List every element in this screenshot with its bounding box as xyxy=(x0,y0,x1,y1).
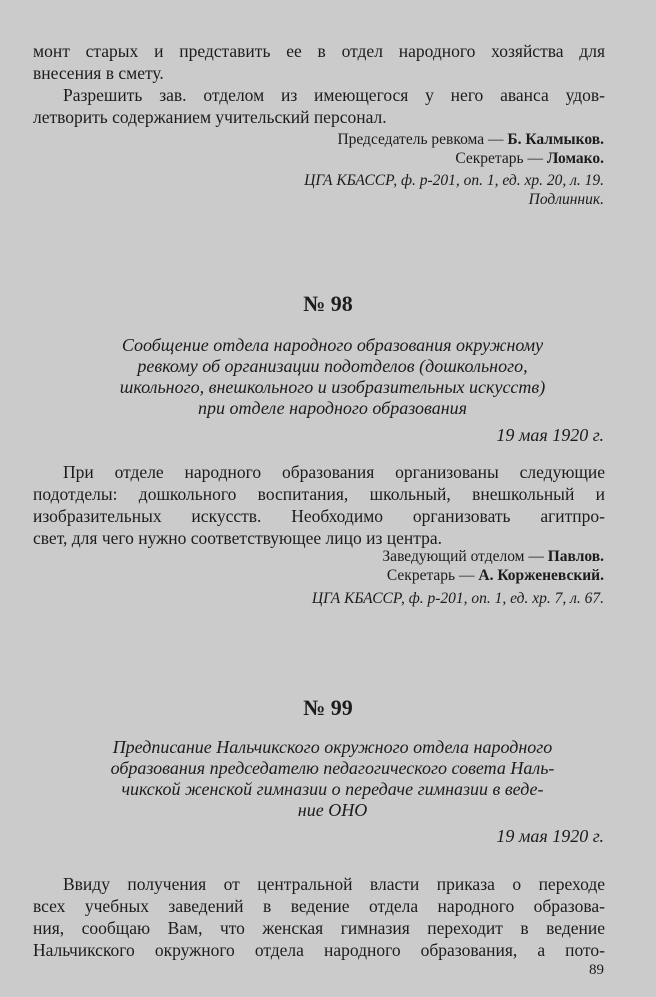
title-line: Сообщение отдела народного образования окружному xyxy=(121,335,544,355)
text-line: подотделы: дошкольного воспитания, школьный, внешкольный и xyxy=(33,484,605,504)
title-line: чикской женской гимназии о передаче гимназии в веде- xyxy=(121,779,544,799)
doc98-signature-1 xyxy=(382,547,604,566)
signature-role: Секретарь — xyxy=(386,567,475,584)
text-line: Ввиду получения от центральной власти приказа о переходе xyxy=(63,874,605,894)
text-line: Нальчикского окружного отдела народного образования, а пото- xyxy=(33,940,605,960)
text-line: свет, для чего нужно соответствующее лицо из центра. xyxy=(33,528,442,548)
title-line: образования председателю педагогического совета Наль- xyxy=(110,758,555,778)
text-line: ния, сообщаю Вам, что женская гимназия переходит в ведение xyxy=(33,918,605,938)
signature-role: Секретарь — xyxy=(455,150,543,167)
doc98-title xyxy=(60,335,605,419)
title-line: школьного, внешкольного и изобразительных искусств) xyxy=(119,377,546,397)
doc97-original-note: Подлинник. xyxy=(528,191,604,208)
text-line: всех учебных заведений в ведение отдела народного образова- xyxy=(33,896,605,916)
doc98-body xyxy=(33,461,605,549)
signature-name: А. Корженевский. xyxy=(478,567,604,584)
doc97-archive-reference: ЦГА КБАССР, ф. р-201, оп. 1, ед. хр. 20, л. 19. xyxy=(304,172,604,189)
text-line: летворить содержанием учительский персонал. xyxy=(33,107,387,127)
doc99-number: № 99 xyxy=(303,695,353,720)
doc99-title xyxy=(60,737,605,821)
title-line: ние ОНО xyxy=(297,800,368,820)
text-line: Разрешить зав. отделом из имеющегося у него аванса удов- xyxy=(63,85,605,105)
text-line: При отделе народного образования организованы следующие xyxy=(63,462,605,482)
page-number: 89 xyxy=(589,962,604,978)
signature-role: Заведующий отделом — xyxy=(382,548,544,565)
doc98-date: 19 мая 1920 г. xyxy=(496,425,604,445)
signature-name: Б. Калмыков. xyxy=(507,131,604,148)
doc98-archive-reference: ЦГА КБАССР, ф. р-201, оп. 1, ед. хр. 7, л. 67. xyxy=(311,590,604,607)
doc99-body xyxy=(33,873,605,961)
signature-role: Председатель ревкома — xyxy=(337,131,504,148)
doc98-number: № 98 xyxy=(303,291,353,316)
doc97-body xyxy=(33,40,605,128)
doc97-signature-2 xyxy=(455,149,604,168)
title-line: ревкому об организации подотделов (дошкольного, xyxy=(137,356,528,376)
text-line: монт старых и представить ее в отдел народного хозяйства для xyxy=(33,41,605,61)
title-line: Предписание Нальчикского окружного отдела народного xyxy=(112,737,553,757)
text-line: изобразительных искусств. Необходимо организовать агитпро- xyxy=(33,506,605,526)
doc97-signature-1 xyxy=(337,130,604,149)
doc99-date: 19 мая 1920 г. xyxy=(496,826,604,846)
signature-name: Ломако. xyxy=(546,150,604,167)
signature-name: Павлов. xyxy=(547,548,604,565)
text-line: внесения в смету. xyxy=(33,63,164,83)
doc98-signature-2 xyxy=(387,566,604,585)
title-line: при отделе народного образования xyxy=(198,398,467,418)
